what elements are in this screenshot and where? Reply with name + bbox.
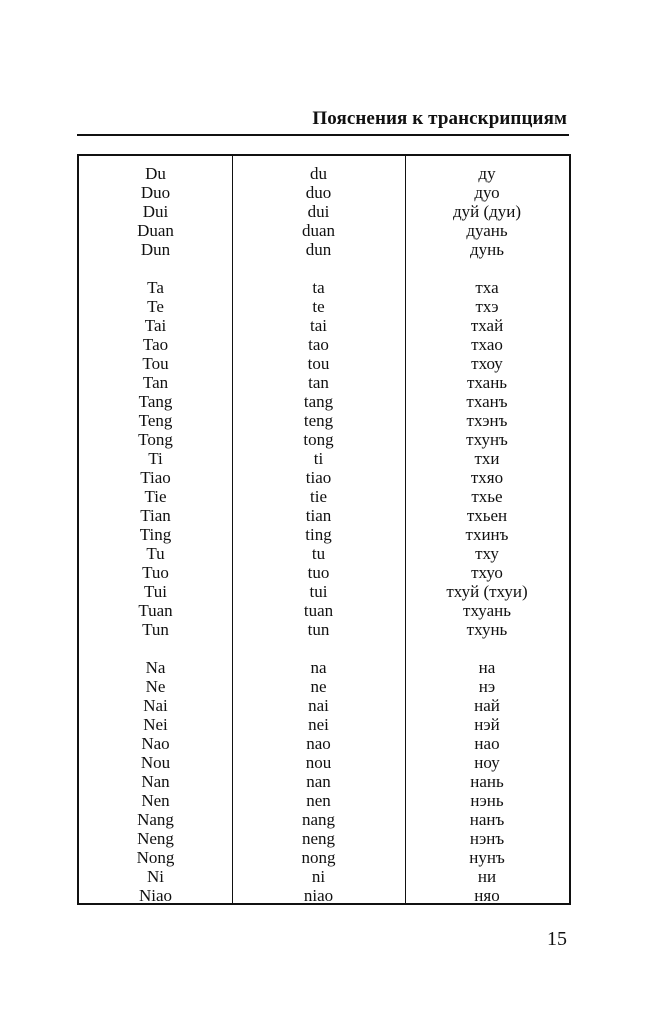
table-row (79, 810, 569, 829)
cell-russian: тхуй (тхуи) (446, 582, 528, 601)
cell-pinyin: duan (301, 221, 336, 240)
cell-chinese: Tui (143, 582, 167, 601)
cell-russian: тхунъ (466, 430, 508, 449)
cell-russian: тхье (471, 487, 503, 506)
cell-chinese: Tu (146, 544, 165, 563)
cell-russian: тхуо (471, 563, 503, 582)
cell-russian: нунъ (469, 848, 505, 867)
cell-russian: дуань (466, 221, 508, 240)
table-row (79, 354, 569, 373)
cell-pinyin: nong (301, 848, 336, 867)
table-row (79, 335, 569, 354)
table-row (79, 772, 569, 791)
cell-russian: тхьен (466, 506, 508, 525)
cell-chinese: Duan (137, 221, 174, 240)
table-row (79, 411, 569, 430)
cell-chinese: Nai (143, 696, 168, 715)
cell-pinyin: teng (303, 411, 334, 430)
cell-chinese: Tuo (142, 563, 169, 582)
table-row (79, 506, 569, 525)
cell-chinese: Nong (136, 848, 175, 867)
cell-russian: нанъ (469, 810, 505, 829)
cell-chinese: Tiao (140, 468, 171, 487)
table-row (79, 468, 569, 487)
table-row (79, 848, 569, 867)
syllable-group (79, 658, 569, 905)
cell-chinese: Tai (144, 316, 167, 335)
cell-pinyin: tao (308, 335, 329, 354)
cell-pinyin: nou (305, 753, 332, 772)
table-row (79, 183, 569, 202)
table-row (79, 658, 569, 677)
cell-russian: ни (477, 867, 497, 886)
cell-pinyin: tou (307, 354, 330, 373)
cell-chinese: Niao (138, 886, 173, 905)
table-row (79, 487, 569, 506)
cell-chinese: Tang (138, 392, 173, 411)
table-row (79, 886, 569, 905)
cell-russian: дунь (470, 240, 504, 259)
table-row (79, 373, 569, 392)
cell-russian: нао (474, 734, 500, 753)
cell-chinese: Neng (137, 829, 174, 848)
cell-russian: нэ (478, 677, 496, 696)
cell-russian: дуо (474, 183, 500, 202)
cell-russian: тху (475, 544, 499, 563)
cell-pinyin: te (312, 297, 325, 316)
cell-russian: ду (478, 164, 496, 183)
cell-pinyin: tu (311, 544, 326, 563)
cell-chinese: Na (145, 658, 166, 677)
syllable-group (79, 164, 569, 259)
cell-pinyin: tiao (305, 468, 332, 487)
cell-russian: тхинъ (465, 525, 509, 544)
cell-pinyin: tang (303, 392, 334, 411)
cell-chinese: Nei (143, 715, 168, 734)
cell-pinyin: tong (303, 430, 334, 449)
cell-russian: тхуань (463, 601, 511, 620)
table-row (79, 316, 569, 335)
table-row (79, 278, 569, 297)
cell-russian: нань (470, 772, 504, 791)
page-header-title: Пояснения к транскрипциям (312, 108, 567, 129)
cell-russian: нэй (474, 715, 500, 734)
cell-russian: ноу (474, 753, 500, 772)
cell-pinyin: tian (305, 506, 332, 525)
cell-chinese: Nan (141, 772, 170, 791)
table-row (79, 392, 569, 411)
table-row (79, 715, 569, 734)
cell-russian: тханъ (466, 392, 508, 411)
cell-chinese: Ta (147, 278, 164, 297)
cell-chinese: Tie (144, 487, 167, 506)
cell-pinyin: tuo (307, 563, 330, 582)
cell-chinese: Tao (142, 335, 169, 354)
cell-chinese: Ne (145, 677, 166, 696)
cell-russian: тхунь (466, 620, 508, 639)
table-row (79, 620, 569, 639)
cell-russian: на (478, 658, 496, 677)
cell-pinyin: tan (308, 373, 329, 392)
cell-pinyin: du (310, 164, 327, 183)
table-row (79, 867, 569, 886)
cell-russian: тхи (474, 449, 500, 468)
cell-chinese: Tan (142, 373, 169, 392)
cell-russian: нэнъ (469, 829, 505, 848)
cell-chinese: Nang (137, 810, 174, 829)
table-row (79, 563, 569, 582)
cell-chinese: Ti (148, 449, 163, 468)
cell-chinese: Tong (138, 430, 173, 449)
cell-pinyin: ni (311, 867, 326, 886)
header-rule (77, 134, 569, 136)
cell-chinese: Dui (142, 202, 169, 221)
cell-pinyin: nang (301, 810, 336, 829)
cell-russian: тхэнъ (466, 411, 508, 430)
table-row (79, 753, 569, 772)
table-row (79, 297, 569, 316)
table-row (79, 164, 569, 183)
page-number: 15 (547, 928, 567, 950)
cell-chinese: Te (147, 297, 164, 316)
table-row (79, 544, 569, 563)
cell-chinese: Du (145, 164, 166, 183)
cell-russian: няо (474, 886, 500, 905)
cell-russian: най (474, 696, 500, 715)
cell-chinese: Tou (142, 354, 169, 373)
cell-pinyin: niao (303, 886, 334, 905)
cell-chinese: Nao (141, 734, 170, 753)
table-rows (79, 164, 569, 905)
cell-russian: тхэ (475, 297, 499, 316)
table-row (79, 240, 569, 259)
cell-pinyin: nao (306, 734, 331, 753)
cell-chinese: Tuan (138, 601, 173, 620)
cell-russian: тхао (471, 335, 503, 354)
table-row (79, 430, 569, 449)
cell-russian: нэнь (470, 791, 504, 810)
cell-russian: тхай (470, 316, 504, 335)
cell-chinese: Teng (138, 411, 173, 430)
cell-pinyin: dun (305, 240, 332, 259)
cell-pinyin: ne (310, 677, 327, 696)
table-row (79, 449, 569, 468)
cell-pinyin: ta (312, 278, 325, 297)
table-row (79, 525, 569, 544)
table-row (79, 829, 569, 848)
cell-chinese: Duo (140, 183, 171, 202)
cell-pinyin: nai (308, 696, 329, 715)
cell-pinyin: tie (310, 487, 327, 506)
cell-pinyin: na (310, 658, 327, 677)
table-row (79, 696, 569, 715)
cell-chinese: Ting (139, 525, 172, 544)
cell-pinyin: tui (309, 582, 328, 601)
cell-pinyin: dui (307, 202, 330, 221)
cell-russian: тхяо (470, 468, 504, 487)
cell-chinese: Dun (140, 240, 171, 259)
table-row (79, 791, 569, 810)
cell-pinyin: tun (307, 620, 330, 639)
cell-chinese: Tian (140, 506, 171, 525)
cell-chinese: Nen (141, 791, 170, 810)
table-row (79, 582, 569, 601)
table-row (79, 601, 569, 620)
table-row (79, 734, 569, 753)
table-row (79, 202, 569, 221)
cell-pinyin: neng (301, 829, 336, 848)
cell-russian: тхань (466, 373, 508, 392)
cell-pinyin: duo (305, 183, 332, 202)
syllable-group (79, 278, 569, 639)
table-row (79, 221, 569, 240)
cell-pinyin: ti (313, 449, 324, 468)
cell-pinyin: nan (306, 772, 331, 791)
cell-pinyin: ting (305, 525, 332, 544)
cell-pinyin: nen (306, 791, 331, 810)
cell-pinyin: tai (310, 316, 327, 335)
cell-russian: дуй (дуи) (452, 202, 522, 221)
table-row (79, 677, 569, 696)
cell-russian: тха (475, 278, 499, 297)
cell-chinese: Ni (147, 867, 164, 886)
cell-chinese: Tun (142, 620, 169, 639)
transcription-table (77, 154, 571, 905)
cell-pinyin: tuan (303, 601, 334, 620)
cell-chinese: Nou (140, 753, 171, 772)
cell-russian: тхоу (471, 354, 503, 373)
cell-pinyin: nei (308, 715, 329, 734)
